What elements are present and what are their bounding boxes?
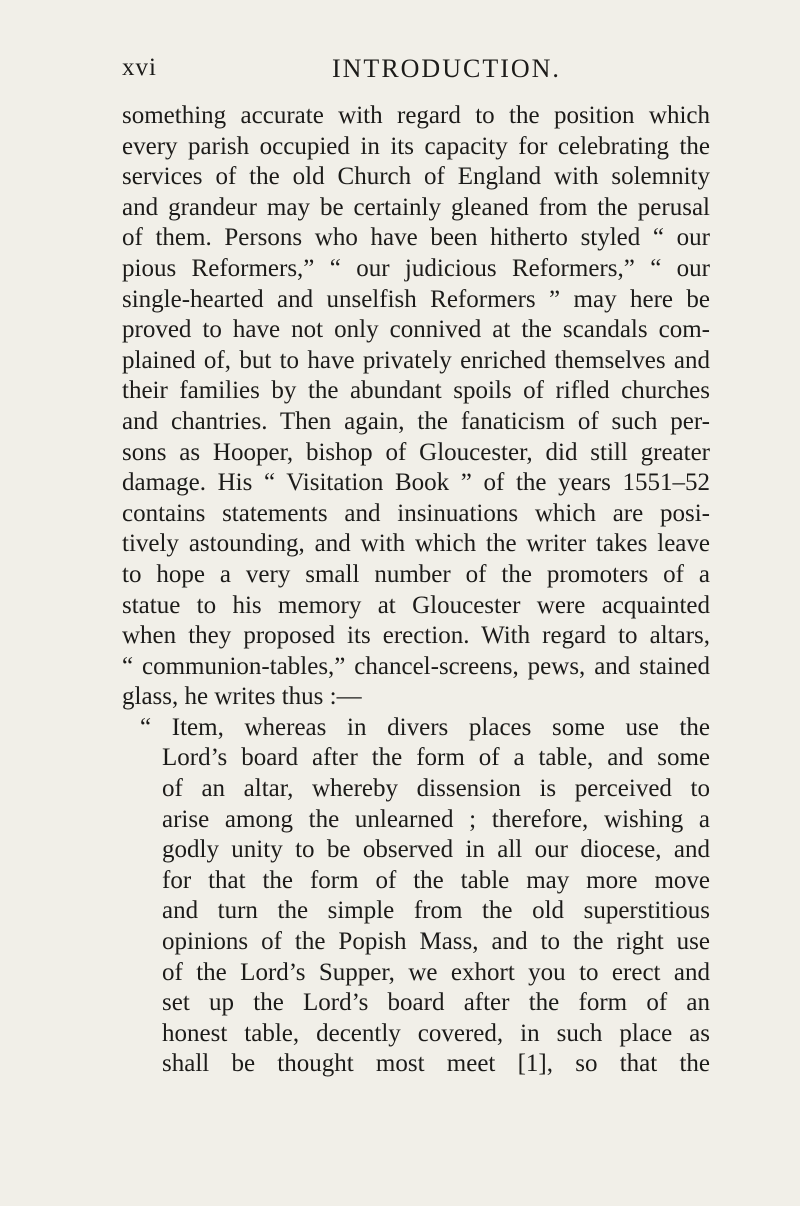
text-line: services of the old Church of England with solemnity — [122, 163, 710, 191]
quote-line: “ Item, whereas in divers places some use the — [140, 713, 710, 741]
page-header — [122, 54, 710, 90]
text-line: tively astounding, and with which the writer takes leave — [122, 530, 710, 558]
quote-line: honest table, decently covered, in such place as — [162, 1019, 710, 1047]
text-line: damage. His “ Visitation Book ” of the years 1551–52 — [122, 469, 710, 497]
text-line: their families by the abundant spoils of rifled churches — [122, 377, 710, 405]
quote-line: Lord’s board after the form of a table, and some — [162, 744, 710, 772]
paragraph-main — [122, 101, 710, 713]
quote-line: shall be thought most meet [1], so that the — [162, 1050, 710, 1078]
text-line: every parish occupied in its capacity for celebrating the — [122, 132, 710, 160]
quote-line: for that the form of the table may more move — [162, 866, 710, 894]
text-line: “ communion-tables,” chancel-screens, pews, and stained — [122, 652, 710, 680]
text-line: to hope a very small number of the promoters of a — [122, 560, 710, 588]
text-line: and chantries. Then again, the fanaticism of such per- — [122, 407, 710, 435]
body-text — [122, 101, 710, 1080]
quote-line: set up the Lord’s board after the form of an — [162, 989, 710, 1017]
quote-line: godly unity to be observed in all our diocese, and — [162, 836, 710, 864]
text-line: statue to his memory at Gloucester were acquainted — [122, 591, 710, 619]
text-line: sons as Hooper, bishop of Gloucester, did still greater — [122, 438, 710, 466]
block-quotation — [122, 713, 710, 1080]
quote-line: opinions of the Popish Mass, and to the right use — [162, 928, 710, 956]
quote-line: of an altar, whereby dissension is perceived to — [162, 775, 710, 803]
quote-line: arise among the unlearned ; therefore, wishing a — [162, 805, 710, 833]
text-line: something accurate with regard to the position which — [122, 102, 710, 129]
text-line: when they proposed its erection. With regard to altars, — [122, 622, 710, 650]
text-line: and grandeur may be certainly gleaned from the perusal — [122, 193, 710, 221]
text-line: plained of, but to have privately enriched themselves and — [122, 346, 710, 374]
page-number: xvi — [122, 54, 157, 81]
text-line: glass, he writes thus :— — [122, 683, 362, 711]
running-head: INTRODUCTION. — [332, 54, 561, 83]
text-line: of them. Persons who have been hitherto styled “ our — [122, 224, 710, 252]
quote-line: of the Lord’s Supper, we exhort you to erect and — [162, 958, 710, 986]
text-line: single-hearted and unselfish Reformers ” may here be — [122, 285, 710, 313]
text-line: proved to have not only connived at the scandals com- — [122, 316, 710, 344]
text-line: contains statements and insinuations which are posi- — [122, 499, 710, 527]
quote-line: and turn the simple from the old superstitious — [162, 897, 710, 925]
text-line: pious Reformers,” “ our judicious Reformers,” “ our — [122, 254, 710, 282]
